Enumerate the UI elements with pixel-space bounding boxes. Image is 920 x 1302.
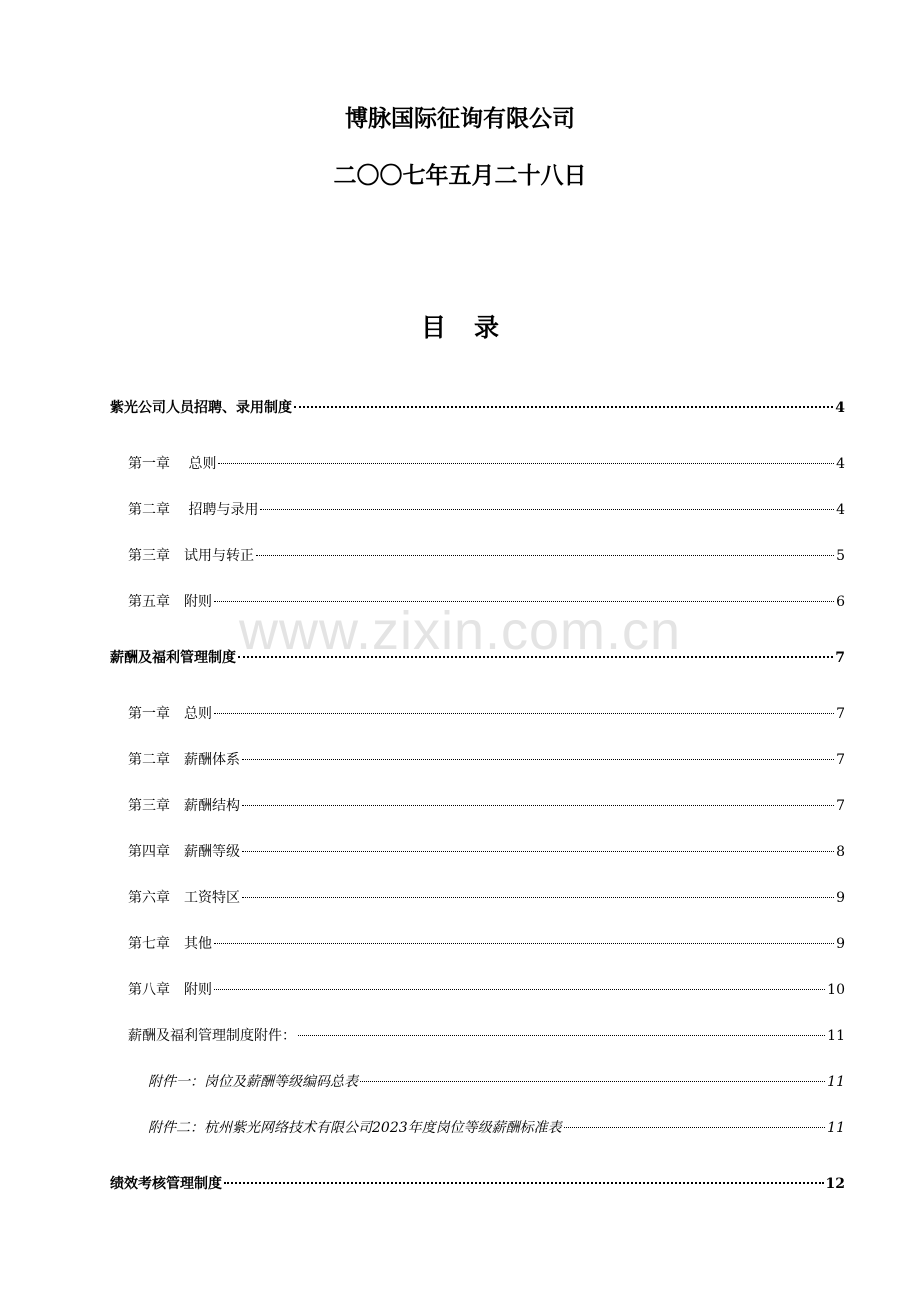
toc-page-number: 7 <box>836 752 845 768</box>
toc-entry-appendix-group[interactable] <box>128 1025 845 1047</box>
toc-page-number: 5 <box>836 548 845 564</box>
toc-leader <box>298 1035 825 1036</box>
toc-leader <box>564 1127 826 1128</box>
toc-entry-label: 薪酬及福利管理制度附件： <box>128 1028 296 1044</box>
toc-leader <box>214 943 834 944</box>
toc-leader <box>260 509 834 510</box>
toc-entry-label: 紫光公司人员招聘、录用制度 <box>110 400 292 416</box>
toc-leader <box>294 406 833 408</box>
toc-leader <box>238 656 833 658</box>
toc-page-number: 9 <box>836 936 845 952</box>
toc-heading: 目录 <box>420 313 527 342</box>
toc-entry-chapter[interactable] <box>128 933 845 955</box>
toc-leader <box>218 463 834 464</box>
toc-entry-label: 附件一：岗位及薪酬等级编码总表 <box>148 1074 358 1090</box>
toc-entry-chapter[interactable] <box>128 453 845 475</box>
toc-leader <box>214 713 834 714</box>
toc-entry-chapter[interactable] <box>128 499 845 521</box>
toc-entry-chapter[interactable] <box>128 887 845 909</box>
toc-leader <box>214 989 825 990</box>
toc-entry-chapter[interactable] <box>128 703 845 725</box>
toc-entry-label: 第二章 招聘与录用 <box>128 502 259 518</box>
document-date: 二〇〇七年五月二十八日 <box>333 163 587 189</box>
toc-leader <box>242 759 834 760</box>
toc-page-number: 11 <box>827 1074 845 1090</box>
toc-leader <box>360 1081 825 1082</box>
toc-page-number: 9 <box>836 890 845 906</box>
toc-entry-label: 第八章 附则 <box>128 982 212 998</box>
toc-leader <box>224 1182 824 1184</box>
toc-page-number: 4 <box>836 502 845 518</box>
company-name: 博脉国际征询有限公司 <box>345 106 575 132</box>
toc-entry-chapter[interactable] <box>128 841 845 863</box>
toc-leader <box>242 851 834 852</box>
toc-leader <box>242 897 834 898</box>
toc-leader <box>214 601 834 602</box>
toc-entry-label: 绩效考核管理制度 <box>110 1176 222 1192</box>
toc-page-number: 6 <box>836 594 845 610</box>
toc-entry-label: 第三章 薪酬结构 <box>128 798 240 814</box>
toc-entry-chapter[interactable] <box>128 979 845 1001</box>
toc-entry-performance-policy[interactable] <box>110 1173 845 1195</box>
toc-entry-label: 附件二：杭州紫光网络技术有限公司2023年度岗位等级薪酬标准表 <box>148 1120 562 1136</box>
toc-entry-label: 第二章 薪酬体系 <box>128 752 240 768</box>
toc-page-number: 12 <box>825 1176 845 1192</box>
watermark: www.zixin.com.cn <box>238 601 682 661</box>
toc-entry-label: 第一章 总则 <box>128 706 212 722</box>
toc-entry-label: 薪酬及福利管理制度 <box>110 650 236 666</box>
toc-entry-chapter[interactable] <box>128 545 845 567</box>
toc-entry-compensation-policy[interactable] <box>110 647 845 669</box>
toc-page-number: 10 <box>827 982 845 998</box>
toc-page-number: 7 <box>836 798 845 814</box>
toc-page-number: 8 <box>836 844 845 860</box>
toc-entry-chapter[interactable] <box>128 795 845 817</box>
toc-entry-chapter[interactable] <box>128 749 845 771</box>
toc-entry-label: 第三章 试用与转正 <box>128 548 254 564</box>
toc-entry-label: 第五章 附则 <box>128 594 212 610</box>
toc-entry-chapter[interactable] <box>128 591 845 613</box>
toc-page-number: 7 <box>835 650 845 666</box>
toc-entry-recruitment-policy[interactable] <box>110 397 845 419</box>
toc-entry-label: 第七章 其他 <box>128 936 212 952</box>
toc-page-number: 4 <box>835 400 845 416</box>
toc-entry-label: 第一章 总则 <box>128 456 217 472</box>
toc-leader <box>242 805 834 806</box>
toc-page-number: 11 <box>827 1028 845 1044</box>
toc-entry-label: 第四章 薪酬等级 <box>128 844 240 860</box>
toc-entry-label: 第六章 工资特区 <box>128 890 240 906</box>
toc-entry-appendix[interactable] <box>148 1071 845 1093</box>
toc-entry-appendix[interactable] <box>148 1117 845 1139</box>
toc-leader <box>256 555 834 556</box>
toc-page-number: 11 <box>827 1120 845 1136</box>
toc-page-number: 4 <box>836 456 845 472</box>
toc-page-number: 7 <box>836 706 845 722</box>
